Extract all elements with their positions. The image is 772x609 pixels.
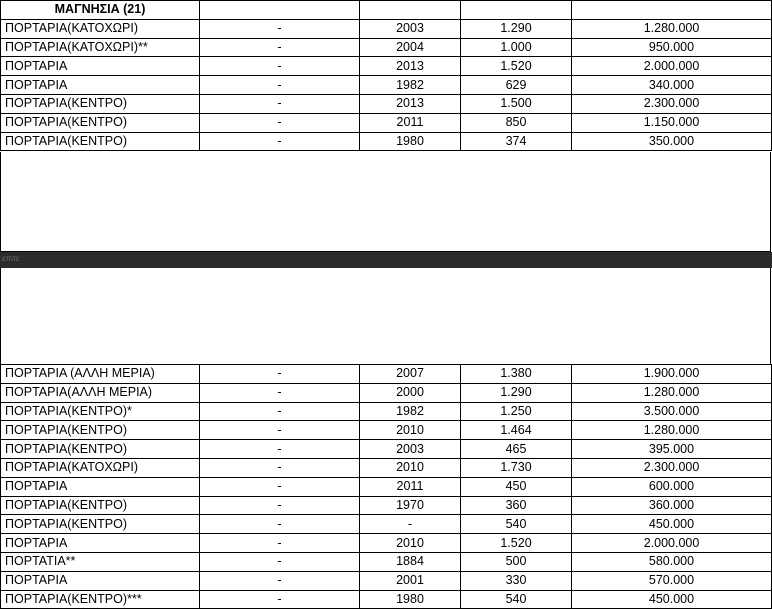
price-cell: 1.900.000: [572, 365, 772, 384]
price-cell: 340.000: [572, 76, 772, 95]
area-cell: 360: [461, 496, 572, 515]
price-cell: 3.500.000: [572, 402, 772, 421]
location-cell: ΠΟΡΤΑΡΙΑ(ΚΕΝΤΡΟ): [1, 113, 200, 132]
dash-cell: -: [200, 534, 360, 553]
area-cell: 540: [461, 515, 572, 534]
table-row: [1, 365, 772, 384]
table-row: [1, 57, 772, 76]
dash-cell: -: [200, 383, 360, 402]
location-cell: ΠΟΡΤΑΡΙΑ(ΚΕΝΤΡΟ)*: [1, 402, 200, 421]
price-cell: 1.280.000: [572, 383, 772, 402]
dash-cell: -: [200, 571, 360, 590]
year-cell: 2010: [360, 534, 461, 553]
listing-table-bottom: [0, 364, 772, 609]
area-cell: 629: [461, 76, 572, 95]
table-row: [1, 571, 772, 590]
price-cell: 600.000: [572, 477, 772, 496]
region-title: ΜΑΓΝΗΣΙΑ (21): [1, 1, 200, 20]
price-cell: 1.150.000: [572, 113, 772, 132]
year-cell: 1884: [360, 552, 461, 571]
location-cell: ΠΟΡΤΑΤΙΑ**: [1, 552, 200, 571]
dash-cell: -: [200, 57, 360, 76]
year-cell: 2003: [360, 440, 461, 459]
location-cell: ΠΟΡΤΑΡΙΑ(ΚΕΝΤΡΟ): [1, 94, 200, 113]
location-cell: ΠΟΡΤΑΡΙΑ(ΚΕΝΤΡΟ): [1, 132, 200, 151]
table-row: [1, 402, 772, 421]
year-cell: 2011: [360, 113, 461, 132]
table-row: [1, 94, 772, 113]
dash-cell: -: [200, 402, 360, 421]
area-cell: 450: [461, 477, 572, 496]
year-cell: 2013: [360, 94, 461, 113]
area-cell: 1.000: [461, 38, 572, 57]
dash-cell: -: [200, 132, 360, 151]
year-cell: 2003: [360, 19, 461, 38]
dash-cell: -: [200, 496, 360, 515]
price-cell: 450.000: [572, 590, 772, 609]
divider-label: επιτε: [2, 254, 20, 263]
header-empty-cell: [572, 1, 772, 20]
year-cell: 1980: [360, 590, 461, 609]
year-cell: 1982: [360, 76, 461, 95]
location-cell: ΠΟΡΤΑΡΙΑ(ΚΑΤΟΧΩΡΙ): [1, 19, 200, 38]
header-empty-cell: [200, 1, 360, 20]
table-row: [1, 590, 772, 609]
dark-divider-bar: [0, 252, 772, 268]
year-cell: 2011: [360, 477, 461, 496]
dash-cell: -: [200, 515, 360, 534]
area-cell: 330: [461, 571, 572, 590]
location-cell: ΠΟΡΤΑΡΙΑ: [1, 477, 200, 496]
table-row: [1, 534, 772, 553]
dash-cell: -: [200, 113, 360, 132]
year-cell: -: [360, 515, 461, 534]
listing-table-bottom-body: [1, 365, 772, 609]
dash-cell: -: [200, 19, 360, 38]
location-cell: ΠΟΡΤΑΡΙΑ (ΑΛΛΗ ΜΕΡΙΑ): [1, 365, 200, 384]
price-cell: 580.000: [572, 552, 772, 571]
price-cell: 360.000: [572, 496, 772, 515]
area-cell: 500: [461, 552, 572, 571]
price-cell: 450.000: [572, 515, 772, 534]
table-row: [1, 383, 772, 402]
location-cell: ΠΟΡΤΑΡΙΑ(ΚΕΝΤΡΟ): [1, 440, 200, 459]
price-cell: 2.000.000: [572, 57, 772, 76]
year-cell: 2010: [360, 421, 461, 440]
year-cell: 2000: [360, 383, 461, 402]
area-cell: 465: [461, 440, 572, 459]
area-cell: 1.520: [461, 57, 572, 76]
year-cell: 2004: [360, 38, 461, 57]
area-cell: 1.250: [461, 402, 572, 421]
header-empty-cell: [360, 1, 461, 20]
region-header-row: [1, 1, 772, 20]
price-cell: 950.000: [572, 38, 772, 57]
listing-table-top-body: [1, 1, 772, 151]
year-cell: 1970: [360, 496, 461, 515]
table-row: [1, 440, 772, 459]
price-cell: 570.000: [572, 571, 772, 590]
year-cell: 2010: [360, 458, 461, 477]
year-cell: 2007: [360, 365, 461, 384]
blank-cell-area: [0, 152, 771, 252]
location-cell: ΠΟΡΤΑΡΙΑ(ΚΕΝΤΡΟ)***: [1, 590, 200, 609]
table-row: [1, 38, 772, 57]
area-cell: 1.464: [461, 421, 572, 440]
blank-cell-area: [0, 268, 771, 365]
year-cell: 1982: [360, 402, 461, 421]
location-cell: ΠΟΡΤΑΡΙΑ(ΚΕΝΤΡΟ): [1, 421, 200, 440]
area-cell: 1.290: [461, 19, 572, 38]
table-row: [1, 113, 772, 132]
dash-cell: -: [200, 458, 360, 477]
location-cell: ΠΟΡΤΑΡΙΑ: [1, 57, 200, 76]
price-cell: 1.280.000: [572, 19, 772, 38]
location-cell: ΠΟΡΤΑΡΙΑ: [1, 571, 200, 590]
table-row: [1, 477, 772, 496]
area-cell: 1.500: [461, 94, 572, 113]
table-row: [1, 515, 772, 534]
price-cell: 2.300.000: [572, 94, 772, 113]
table-row: [1, 496, 772, 515]
price-cell: 1.280.000: [572, 421, 772, 440]
area-cell: 850: [461, 113, 572, 132]
dash-cell: -: [200, 421, 360, 440]
table-row: [1, 458, 772, 477]
dash-cell: -: [200, 76, 360, 95]
price-cell: 2.300.000: [572, 458, 772, 477]
header-empty-cell: [461, 1, 572, 20]
location-cell: ΠΟΡΤΑΡΙΑ(ΚΑΤΟΧΩΡΙ): [1, 458, 200, 477]
area-cell: 1.290: [461, 383, 572, 402]
area-cell: 540: [461, 590, 572, 609]
area-cell: 374: [461, 132, 572, 151]
table-row: [1, 76, 772, 95]
table-row: [1, 552, 772, 571]
year-cell: 1980: [360, 132, 461, 151]
dash-cell: -: [200, 440, 360, 459]
location-cell: ΠΟΡΤΑΡΙΑ(ΚΑΤΟΧΩΡΙ)**: [1, 38, 200, 57]
table-row: [1, 132, 772, 151]
area-cell: 1.730: [461, 458, 572, 477]
listing-table-top: [0, 0, 772, 151]
table-row: [1, 19, 772, 38]
table-row: [1, 421, 772, 440]
year-cell: 2013: [360, 57, 461, 76]
price-cell: 2.000.000: [572, 534, 772, 553]
dash-cell: -: [200, 365, 360, 384]
location-cell: ΠΟΡΤΑΡΙΑ(ΚΕΝΤΡΟ): [1, 496, 200, 515]
dash-cell: -: [200, 94, 360, 113]
dash-cell: -: [200, 552, 360, 571]
dash-cell: -: [200, 590, 360, 609]
area-cell: 1.520: [461, 534, 572, 553]
area-cell: 1.380: [461, 365, 572, 384]
location-cell: ΠΟΡΤΑΡΙΑ: [1, 76, 200, 95]
dash-cell: -: [200, 477, 360, 496]
location-cell: ΠΟΡΤΑΡΙΑ(ΚΕΝΤΡΟ): [1, 515, 200, 534]
dash-cell: -: [200, 38, 360, 57]
location-cell: ΠΟΡΤΑΡΙΑ: [1, 534, 200, 553]
price-cell: 350.000: [572, 132, 772, 151]
price-cell: 395.000: [572, 440, 772, 459]
year-cell: 2001: [360, 571, 461, 590]
location-cell: ΠΟΡΤΑΡΙΑ(ΑΛΛΗ ΜΕΡΙΑ): [1, 383, 200, 402]
